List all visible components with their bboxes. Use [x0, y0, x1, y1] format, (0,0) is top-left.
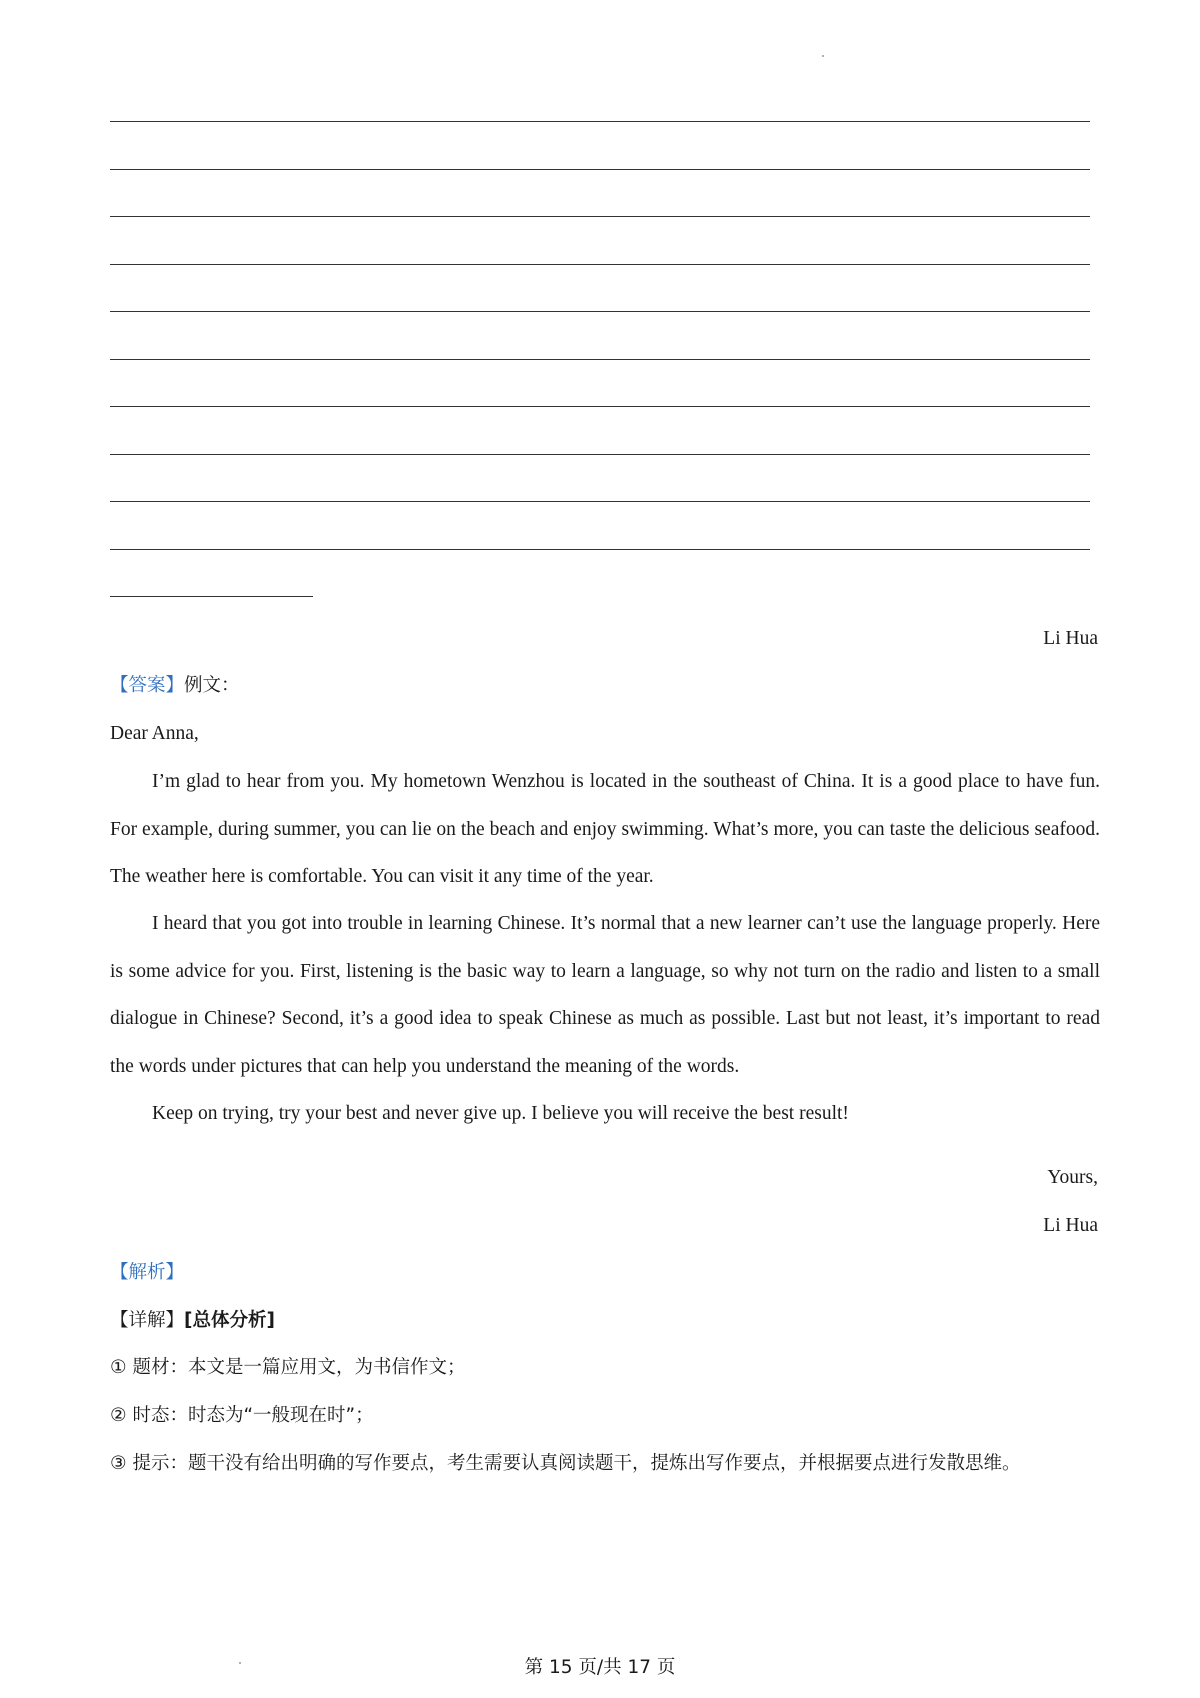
detail-title: [总体分析]: [184, 1310, 275, 1331]
letter-signature: Li Hua: [1043, 1215, 1098, 1236]
answer-blank-line: [110, 406, 1090, 407]
answer-label: 例文：: [184, 675, 240, 696]
answer-blank-line: [110, 264, 1090, 265]
detail-tag: 【详解】: [110, 1310, 185, 1331]
analysis-item: ① 题材：本文是一篇应用文，为书信作文；: [110, 1357, 466, 1378]
answer-blank-line: [110, 311, 1090, 312]
scan-dot: [239, 1662, 241, 1664]
letter-paragraph-3: Keep on trying, try your best and never give up. I believe you will receive the best result!: [152, 1103, 849, 1124]
signature-top: Li Hua: [1043, 628, 1098, 649]
analysis-item: ② 时态：时态为“一般现在时”；: [110, 1405, 374, 1426]
letter-greeting: Dear Anna,: [110, 723, 199, 744]
letter-closing: Yours,: [1047, 1167, 1098, 1188]
page-number: 第 15 页/共 17 页: [524, 1657, 676, 1678]
answer-blank-line: [110, 169, 1090, 170]
answer-tag: 【答案】: [110, 675, 185, 696]
answer-blank-line: [110, 501, 1090, 502]
answer-blank-line: [110, 549, 1090, 550]
answer-blank-line-short: [110, 596, 313, 597]
answer-heading: [110, 673, 240, 699]
analysis-tag: 【解析】: [110, 1262, 185, 1283]
answer-blank-line: [110, 121, 1090, 122]
analysis-item: ③ 提示：题干没有给出明确的写作要点，考生需要认真阅读题干，提炼出写作要点，并根据要点进行发散思维。: [110, 1453, 1021, 1474]
answer-blank-line: [110, 359, 1090, 360]
analysis-detail-heading: [110, 1308, 275, 1334]
answer-blank-line: [110, 454, 1090, 455]
letter-paragraph-2: I heard that you got into trouble in learning Chinese. It’s normal that a new learner can’t use the language properly. Here is some advice for you. First, listening is the basic way to learn a language, so why not turn on the radio and listen to a small dialogue in Chinese? Second, it’s a good idea to speak Chinese as much as possible. Last but not least, it’s important to read the words under pictures that can help you understand the meaning of the words.: [110, 913, 1100, 1077]
scan-dot: [822, 55, 824, 57]
answer-blank-line: [110, 216, 1090, 217]
letter-paragraph-1: I’m glad to hear from you. My hometown Wenzhou is located in the southeast of China. It is a good place to have fun. For example, during summer, you can lie on the beach and enjoy swimming. What’s more, you can taste the delicious seafood. The weather here is comfortable. You can visit it any time of the year.: [110, 771, 1100, 887]
